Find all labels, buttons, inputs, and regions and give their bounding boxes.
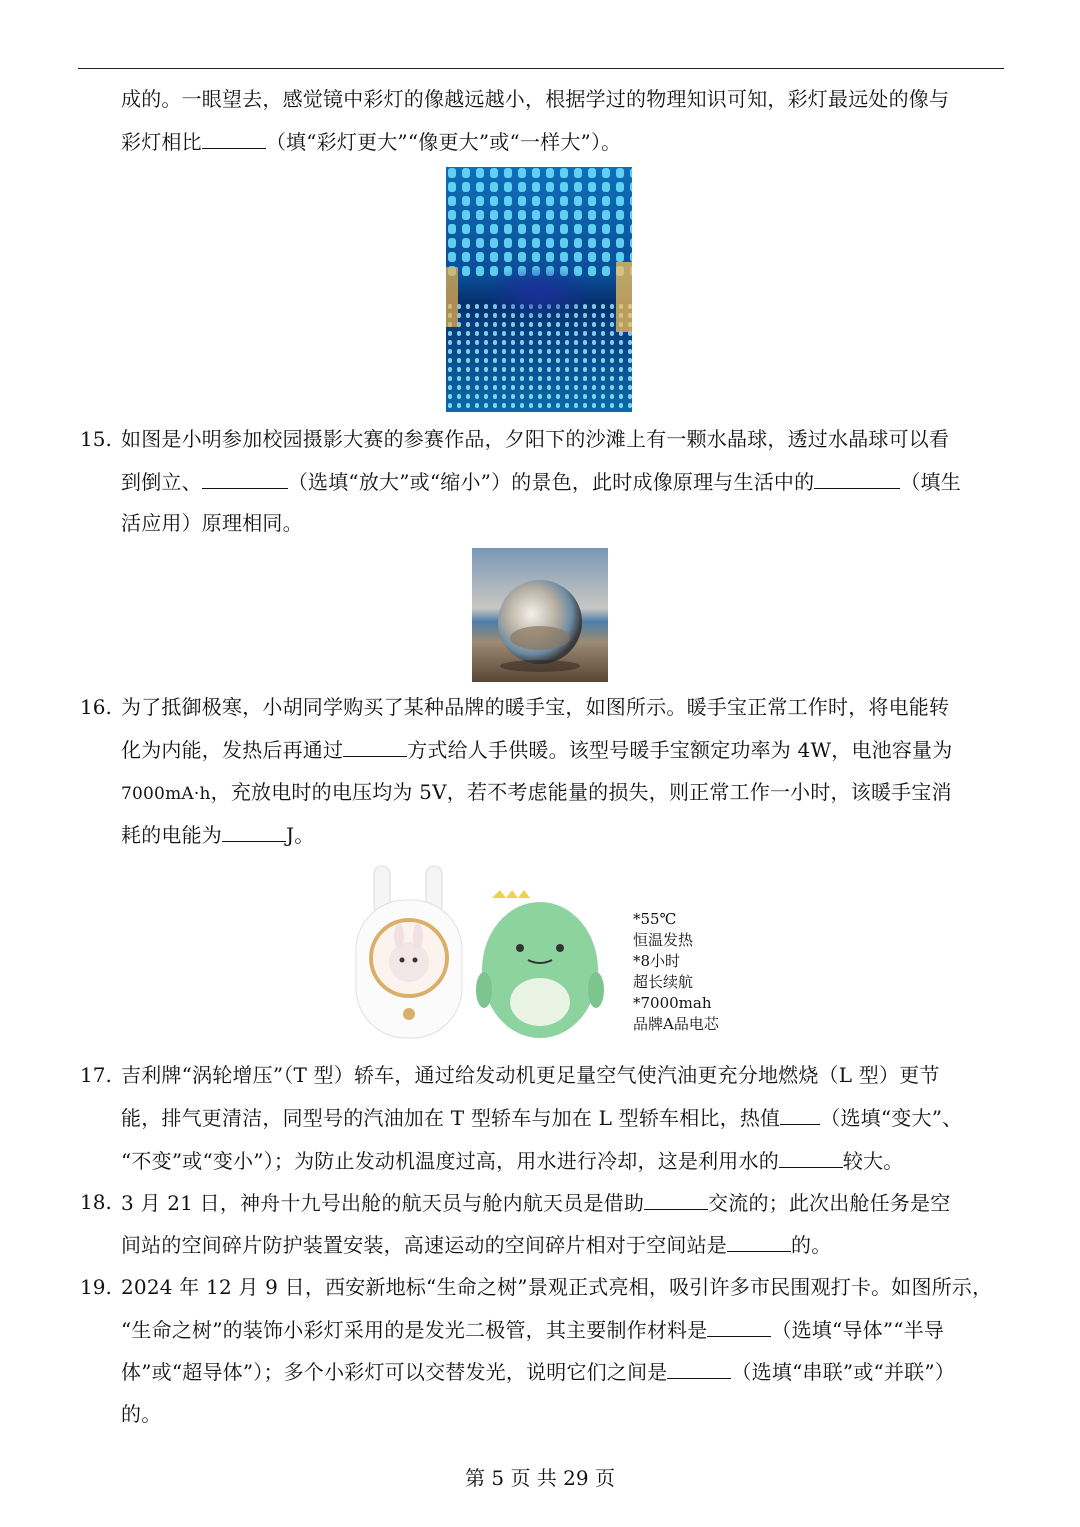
q16-number: 16. [80, 695, 112, 719]
spec-line: 超长续航 [633, 973, 694, 991]
spec-line: 品牌A品电芯 [633, 1015, 719, 1033]
q15-line-2: 到倒立、 （选填“放大”或“缩小”）的景色，此时成像原理与生活中的 （填生 [121, 470, 961, 494]
q19-number: 19. [80, 1275, 112, 1299]
q19-line-2: “生命之树”的装饰小彩灯采用的是发光二极管，其主要制作材料是 （选填“导体”“半导 [121, 1318, 945, 1342]
mirror-lights-photo [446, 167, 632, 412]
spec-line: 恒温发热 [633, 931, 694, 949]
q16-line-1: 为了抵御极寒，小胡同学购买了某种品牌的暖手宝，如图所示。暖手宝正常工作时，将电能转 [121, 695, 950, 719]
q18-answer-blank-1[interactable] [644, 1189, 708, 1210]
q18-answer-blank-2[interactable] [727, 1231, 791, 1252]
q19-line-3: 体”或“超导体”）；多个小彩灯可以交替发光，说明它们之间是 （选填“串联”或“并联”） [121, 1360, 955, 1384]
q18-line-1: 3 月 21 日，神舟十九号出舱的航天员与舱内航天员是借助 交流的；此次出舱任务是空 [121, 1191, 951, 1215]
hand-warmer-photo [352, 862, 614, 1040]
header-rule [78, 68, 1004, 69]
q17-line-2: 能，排气更清洁，同型号的汽油加在 T 型轿车与加在 L 型轿车相比，热值 （选填“变大”、 [121, 1106, 963, 1130]
q16-answer-blank-1[interactable] [343, 736, 407, 757]
crystal-ball-photo [472, 548, 608, 682]
q15-number: 15. [80, 427, 112, 451]
hand-warmer-specs [633, 909, 719, 1035]
page-footer: 第 5 页 共 29 页 [465, 1466, 615, 1490]
q18-number: 18. [80, 1190, 112, 1214]
spec-line: *7000mah [633, 994, 712, 1012]
q14-line-2: 彩灯相比 （填“彩灯更大”“像更大”或“一样大”）。 [121, 130, 622, 154]
q18-line-2: 间站的空间碎片防护装置安装，高速运动的空间碎片相对于空间站是 的。 [121, 1233, 832, 1257]
q16-line-2: 化为内能，发热后再通过 方式给人手供暖。该型号暖手宝额定功率为 4W，电池容量为 [121, 738, 953, 762]
q19-answer-blank-2[interactable] [667, 1358, 731, 1379]
q17-answer-blank-1[interactable] [780, 1104, 820, 1125]
q15-answer-blank-2[interactable] [814, 468, 900, 489]
q16-line-4: 耗的电能为 J。 [121, 823, 315, 847]
q15-line-1: 如图是小明参加校园摄影大赛的参赛作品，夕阳下的沙滩上有一颗水晶球，透过水晶球可以看 [121, 427, 950, 451]
q17-answer-blank-2[interactable] [779, 1147, 843, 1168]
q16-line-3: 7000mA·h，充放电时的电压均为 5V，若不考虑能量的损失，则正常工作一小时，该暖手宝消 [121, 780, 952, 804]
q14-line-1: 成的。一眼望去，感觉镜中彩灯的像越远越小，根据学过的物理知识可知，彩灯最远处的像与 [121, 87, 950, 111]
q19-line-4: 的。 [121, 1402, 162, 1426]
q17-number: 17. [80, 1063, 112, 1087]
q15-line-3: 活应用）原理相同。 [121, 511, 303, 535]
spec-line: *55℃ [633, 910, 677, 928]
q17-line-1: 吉利牌“涡轮增压”（T 型）轿车，通过给发动机更足量空气使汽油更充分地燃烧（L 型）更节 [121, 1063, 940, 1087]
q16-answer-blank-2[interactable] [222, 821, 286, 842]
q19-answer-blank-1[interactable] [707, 1316, 771, 1337]
q15-answer-blank-1[interactable] [202, 468, 288, 489]
q14-answer-blank[interactable] [202, 128, 266, 149]
q19-line-1: 2024 年 12 月 9 日，西安新地标“生命之树”景观正式亮相，吸引许多市民围观打卡。如图所示， [121, 1275, 993, 1299]
spec-line: *8小时 [633, 952, 681, 970]
q17-line-3: “不变”或“变小”）；为防止发动机温度过高，用水进行冷却，这是利用水的 较大。 [121, 1149, 904, 1173]
